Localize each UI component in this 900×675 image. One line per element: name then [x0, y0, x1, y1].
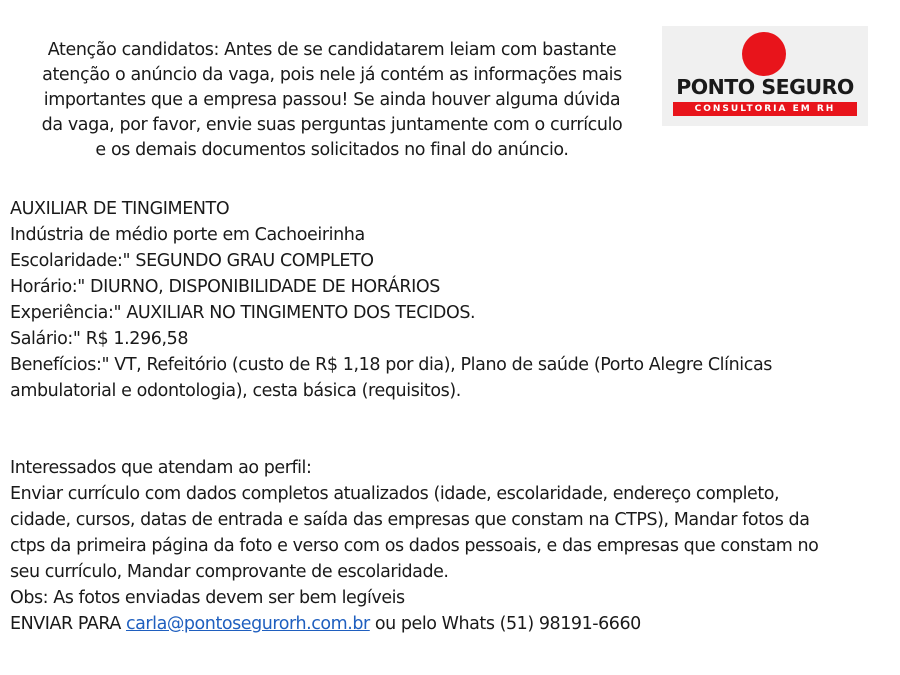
- send-prefix: ENVIAR PARA: [10, 614, 126, 634]
- job-education: Escolaridade:" SEGUNDO GRAU COMPLETO: [10, 251, 374, 271]
- logo-subtitle: CONSULTORIA EM RH: [673, 102, 857, 116]
- send-to-line: [10, 611, 895, 637]
- apply-line: Interessados que atendam ao perfil:: [10, 458, 312, 478]
- job-company: Indústria de médio porte em Cachoeirinha: [10, 225, 365, 245]
- apply-line: seu currículo, Mandar comprovante de escolaridade.: [10, 562, 449, 582]
- notice-line: importantes que a empresa passou! Se ainda houver alguma dúvida: [43, 90, 621, 110]
- job-title: AUXILIAR DE TINGIMENTO: [10, 199, 230, 219]
- notice-line: da vaga, por favor, envie suas perguntas juntamente com o currículo: [41, 115, 623, 135]
- send-suffix: ou pelo Whats (51) 98191-6660: [369, 614, 641, 634]
- notice-line: atenção o anúncio da vaga, pois nele já contém as informações mais: [42, 65, 622, 85]
- apply-line: ctps da primeira página da foto e verso com os dados pessoais, e das empresas que constam no: [10, 536, 819, 556]
- apply-line: cidade, cursos, datas de entrada e saída das empresas que constam na CTPS), Mandar fotos da: [10, 510, 810, 530]
- ponto-seguro-logo: [662, 26, 868, 126]
- apply-note: Obs: As fotos enviadas devem ser bem legíveis: [10, 588, 405, 608]
- job-experience: Experiência:" AUXILIAR NO TINGIMENTO DOS TECIDOS.: [10, 303, 476, 323]
- job-details: [10, 196, 890, 404]
- logo-red-circle-icon: [742, 32, 786, 76]
- apply-line: Enviar currículo com dados completos atualizados (idade, escolaridade, endereço completo,: [10, 484, 780, 504]
- job-salary: Salário:" R$ 1.296,58: [10, 329, 189, 349]
- application-instructions: [10, 455, 895, 637]
- logo-title: PONTO SEGURO: [676, 75, 854, 99]
- notice-line: e os demais documentos solicitados no final do anúncio.: [95, 140, 569, 160]
- candidate-notice: [8, 38, 656, 163]
- notice-line: Atenção candidatos: Antes de se candidatarem leiam com bastante: [47, 40, 617, 60]
- job-schedule: Horário:" DIURNO, DISPONIBILIDADE DE HORÁRIOS: [10, 277, 440, 297]
- job-benefits-continued: ambulatorial e odontologia), cesta básica (requisitos).: [10, 381, 461, 401]
- email-link[interactable]: carla@pontosegurorh.com.br: [125, 614, 370, 634]
- job-benefits: Benefícios:" VT, Refeitório (custo de R$ 1,18 por dia), Plano de saúde (Porto Alegre Clínicas: [10, 355, 773, 375]
